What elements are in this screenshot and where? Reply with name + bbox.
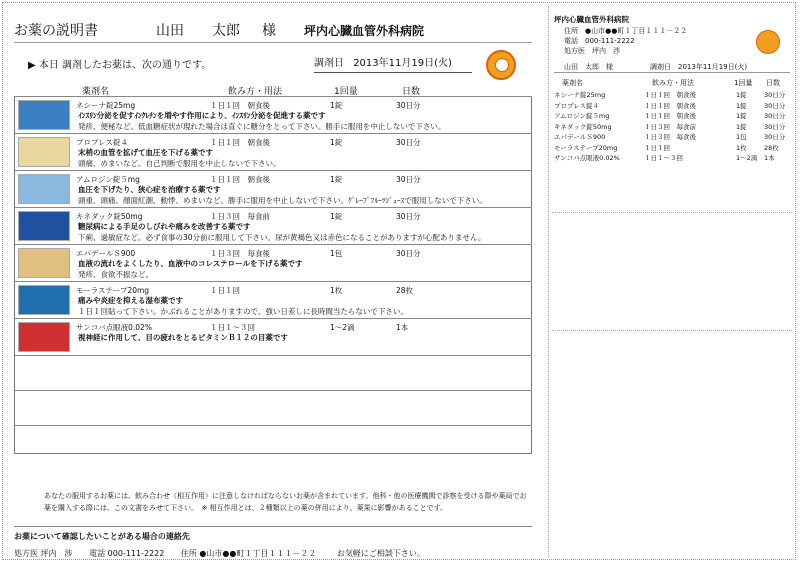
- side-patient: 山田 太郎 様: [564, 63, 613, 71]
- side-seal-icon: [756, 30, 780, 54]
- hospital-name: 坪内心臓血管外科病院: [304, 24, 425, 38]
- side-doctor-label: 処方医: [564, 47, 585, 55]
- med-photo-icon: [18, 174, 70, 204]
- side-med-dose: 1～2滴: [736, 154, 758, 162]
- side-med-qty: 30日分: [764, 91, 786, 99]
- med-effect: 血液の流れをよくしたり、血液中のコレステロールを下げる薬です: [78, 259, 303, 268]
- pharmacist-label: 処方医: [14, 549, 38, 558]
- hospital-seal-icon: [486, 50, 516, 80]
- med-side-effect: 発疹、便秘など。低血糖症状が現れた場合は直ぐに糖分をとって下さい。勝手に服用を中止しないで下さい。: [78, 122, 446, 131]
- patient-given-name: 太郎: [212, 23, 240, 39]
- med-qty: 30日分: [396, 249, 421, 258]
- side-address-label: 住所: [564, 27, 578, 35]
- side-col-days: 日数: [766, 79, 780, 87]
- side-phone-label: 電話: [564, 37, 578, 45]
- side-address-value: ●山市●●町１丁目１１１－２２: [585, 27, 688, 35]
- med-effect: 末梢の血管を拡げて血圧を下げる薬です: [78, 148, 213, 157]
- med-qty: 30日分: [396, 212, 421, 221]
- side-med-qty: 30日分: [764, 112, 786, 120]
- side-med-name: プロプレス錠４: [554, 101, 600, 110]
- med-side-effect: 頭痛、めまいなど。自己判断で服用を中止しないで下さい。: [78, 159, 281, 168]
- side-med-name: キネダック錠50mg: [554, 122, 612, 131]
- col-days: 日数: [402, 87, 421, 97]
- side-med-usage: １日１～３回: [644, 154, 683, 162]
- med-effect: 血圧を下げたり、狭心症を治療する薬です: [78, 185, 221, 194]
- side-divider: [548, 6, 550, 556]
- med-row: [14, 208, 532, 245]
- med-photo-icon: [18, 322, 70, 352]
- side-med-usage: １日１回 朝食後: [644, 101, 696, 110]
- med-dose: 1～2滴: [330, 323, 355, 332]
- med-usage: １日１回: [210, 286, 240, 295]
- page-title: お薬の説明書: [14, 23, 98, 39]
- side-med-usage: １日３回 毎食後: [644, 133, 696, 141]
- med-photo-icon: [18, 211, 70, 241]
- med-photo-icon: [18, 100, 70, 130]
- med-effect: ｲﾝｽﾘﾝ分泌を促すｲﾝｸﾚﾁﾝを増やす作用により、ｲﾝｽﾘﾝ分泌を促進する薬です: [78, 111, 326, 120]
- med-photo-icon: [18, 285, 70, 315]
- side-med-qty: 28枚: [764, 143, 779, 152]
- side-med-name: モーラステープ20mg: [554, 143, 618, 152]
- side-med-usage: １日３回 毎食前: [644, 122, 696, 131]
- med-dose: 1包: [330, 249, 343, 258]
- med-row: [14, 319, 532, 356]
- col-name: 薬剤名: [82, 87, 110, 97]
- side-med-name: アムロジン錠５mg: [554, 112, 610, 120]
- side-med-usage: １日１回 朝食後: [644, 91, 696, 99]
- patient-honorific: 様: [262, 23, 276, 39]
- med-name: アムロジン錠５mg: [76, 175, 140, 184]
- side-med-name: サンコバ点眼液0.02%: [554, 154, 620, 162]
- med-usage: １日１回 朝食後: [210, 138, 270, 147]
- med-name: プロプレス錠４: [76, 138, 128, 147]
- side-med-dose: 1錠: [736, 112, 747, 120]
- med-row: [14, 245, 532, 282]
- side-address: [564, 26, 687, 36]
- med-qty: 1本: [396, 323, 409, 332]
- med-photo-icon: [18, 248, 70, 278]
- dispense-date: [314, 54, 472, 73]
- phone-label: 電話: [89, 549, 106, 558]
- side-phone-value: 000-111-2222: [585, 37, 635, 45]
- side-date-label: 調剤日: [650, 63, 671, 71]
- closing-text: お気軽にご相談下さい。: [336, 549, 425, 558]
- side-med-usage: １日１回 朝食後: [644, 112, 696, 120]
- side-med-dose: 1枚: [736, 143, 747, 152]
- empty-row: [14, 356, 532, 391]
- med-usage: １日３回 毎食後: [210, 249, 270, 258]
- side-doctor: [564, 46, 620, 56]
- med-usage: １日１回 朝食後: [210, 101, 270, 110]
- med-row: [14, 97, 532, 134]
- side-med-dose: 1錠: [736, 122, 747, 131]
- med-row: [14, 282, 532, 319]
- side-med-name: エパデールＳ900: [554, 133, 606, 141]
- dispense-date-value: 2013年11月19日(火): [353, 58, 452, 69]
- side-hospital: 坪内心臓血管外科病院: [554, 15, 629, 24]
- address-value: ●山市●●町１丁目１１１－２２: [199, 549, 317, 558]
- side-phone: [564, 36, 635, 46]
- med-name: キネダック錠50mg: [76, 212, 143, 221]
- side-col-dose: 1回量: [734, 79, 753, 87]
- contact-section: [14, 526, 532, 559]
- contact-heading: お薬について確認したいことがある場合の連絡先: [14, 532, 190, 541]
- pharmacist-name: 坪内 渉: [40, 549, 73, 558]
- med-effect: 糖尿病による手足のしびれや痛みを改善する薬です: [78, 222, 251, 231]
- med-side-effect: 発疹、食欲不振など。: [78, 270, 153, 279]
- col-usage: 飲み方・用法: [228, 87, 283, 97]
- side-med-dose: 1包: [736, 133, 747, 141]
- med-name: モーラステープ20mg: [76, 286, 150, 295]
- side-med-dose: 1錠: [736, 91, 747, 99]
- med-qty: 30日分: [396, 101, 421, 110]
- med-row: [14, 134, 532, 171]
- med-dose: 1錠: [330, 101, 343, 110]
- med-photo-icon: [18, 137, 70, 167]
- med-side-effect: 下痢、過敏症など。必ず食事の30分前に服用して下さい。尿が黄褐色又は赤色になることがありますが心配ありません。: [78, 233, 486, 242]
- med-qty: 28枚: [396, 286, 414, 295]
- notes-line-1: あなたの服用するお薬には、飲み合わせ（相互作用）に注意しなければならないお薬が含まれています。他科・他の医療機関で診察を受ける際や薬局でお: [44, 492, 527, 500]
- side-divider-2: [552, 330, 792, 331]
- side-med-qty: 30日分: [764, 101, 786, 110]
- address-label: 住所: [180, 549, 197, 558]
- dispense-label: 調剤日: [314, 58, 344, 69]
- med-usage: １日１～３回: [210, 323, 255, 332]
- med-dose: 1錠: [330, 212, 343, 221]
- side-med-qty: 30日分: [764, 122, 786, 131]
- side-date: [650, 62, 747, 72]
- side-med-name: ネシーナ錠25mg: [554, 91, 606, 99]
- side-col-usage: 飲み方・用法: [652, 79, 694, 87]
- empty-row: [14, 391, 532, 426]
- side-col-name: 薬剤名: [562, 79, 583, 87]
- med-qty: 30日分: [396, 138, 421, 147]
- med-usage: １日３回 毎食前: [210, 212, 270, 221]
- med-qty: 30日分: [396, 175, 421, 184]
- contact-line: [14, 548, 532, 559]
- interaction-notes: [44, 490, 534, 514]
- intro-text: ▶ 本日 調剤したお薬は、次の通りです。: [28, 60, 212, 71]
- side-doctor-value: 坪内 渉: [592, 47, 620, 55]
- med-name: ネシーナ錠25mg: [76, 101, 136, 110]
- med-dose: 1錠: [330, 175, 343, 184]
- side-rule: [554, 72, 790, 73]
- med-usage: １日１回 朝食後: [210, 175, 270, 184]
- side-divider-1: [552, 212, 792, 213]
- title-row: [14, 16, 532, 43]
- med-table: [14, 96, 532, 460]
- side-med-dose: 1錠: [736, 101, 747, 110]
- phone-value: 000-111-2222: [107, 549, 165, 558]
- empty-row: [14, 426, 532, 461]
- med-side-effect: １日１回貼って下さい。かぶれることがありますので、強い日差しに長時間当たらないで下さい。: [78, 307, 408, 316]
- side-med-qty: 1本: [764, 154, 775, 162]
- side-date-value: 2013年11月19日(火): [678, 63, 748, 71]
- med-side-effect: 頭重、頭痛、顔面紅潮、動悸、めまいなど。勝手に服用を中止しないで下さい。ｸﾞﾚｰﾌﾟﾌﾙｰﾂｼﾞｭｰｽで服用しないで下さい。: [78, 196, 487, 205]
- med-effect: 痛みや炎症を抑える湿布薬です: [78, 296, 183, 305]
- med-name: エパデールＳ900: [76, 249, 136, 258]
- med-name: サンコバ点眼液0.02%: [76, 323, 152, 332]
- med-row: [14, 171, 532, 208]
- notes-line-2: 薬を購入する際には、この文書をみせて下さい。 ※ 相互作用とは、２種類以上の薬の併用により、薬果に影響があることです。: [44, 504, 448, 512]
- med-dose: 1錠: [330, 138, 343, 147]
- col-dose: 1回量: [334, 87, 358, 97]
- side-med-usage: １日１回: [644, 143, 670, 152]
- side-med-qty: 30日分: [764, 133, 786, 141]
- med-dose: 1枚: [330, 286, 343, 295]
- med-effect: 視神経に作用して、目の疲れをとるビタミンＢ１２の目薬です: [78, 333, 288, 342]
- patient-surname: 山田: [156, 23, 184, 39]
